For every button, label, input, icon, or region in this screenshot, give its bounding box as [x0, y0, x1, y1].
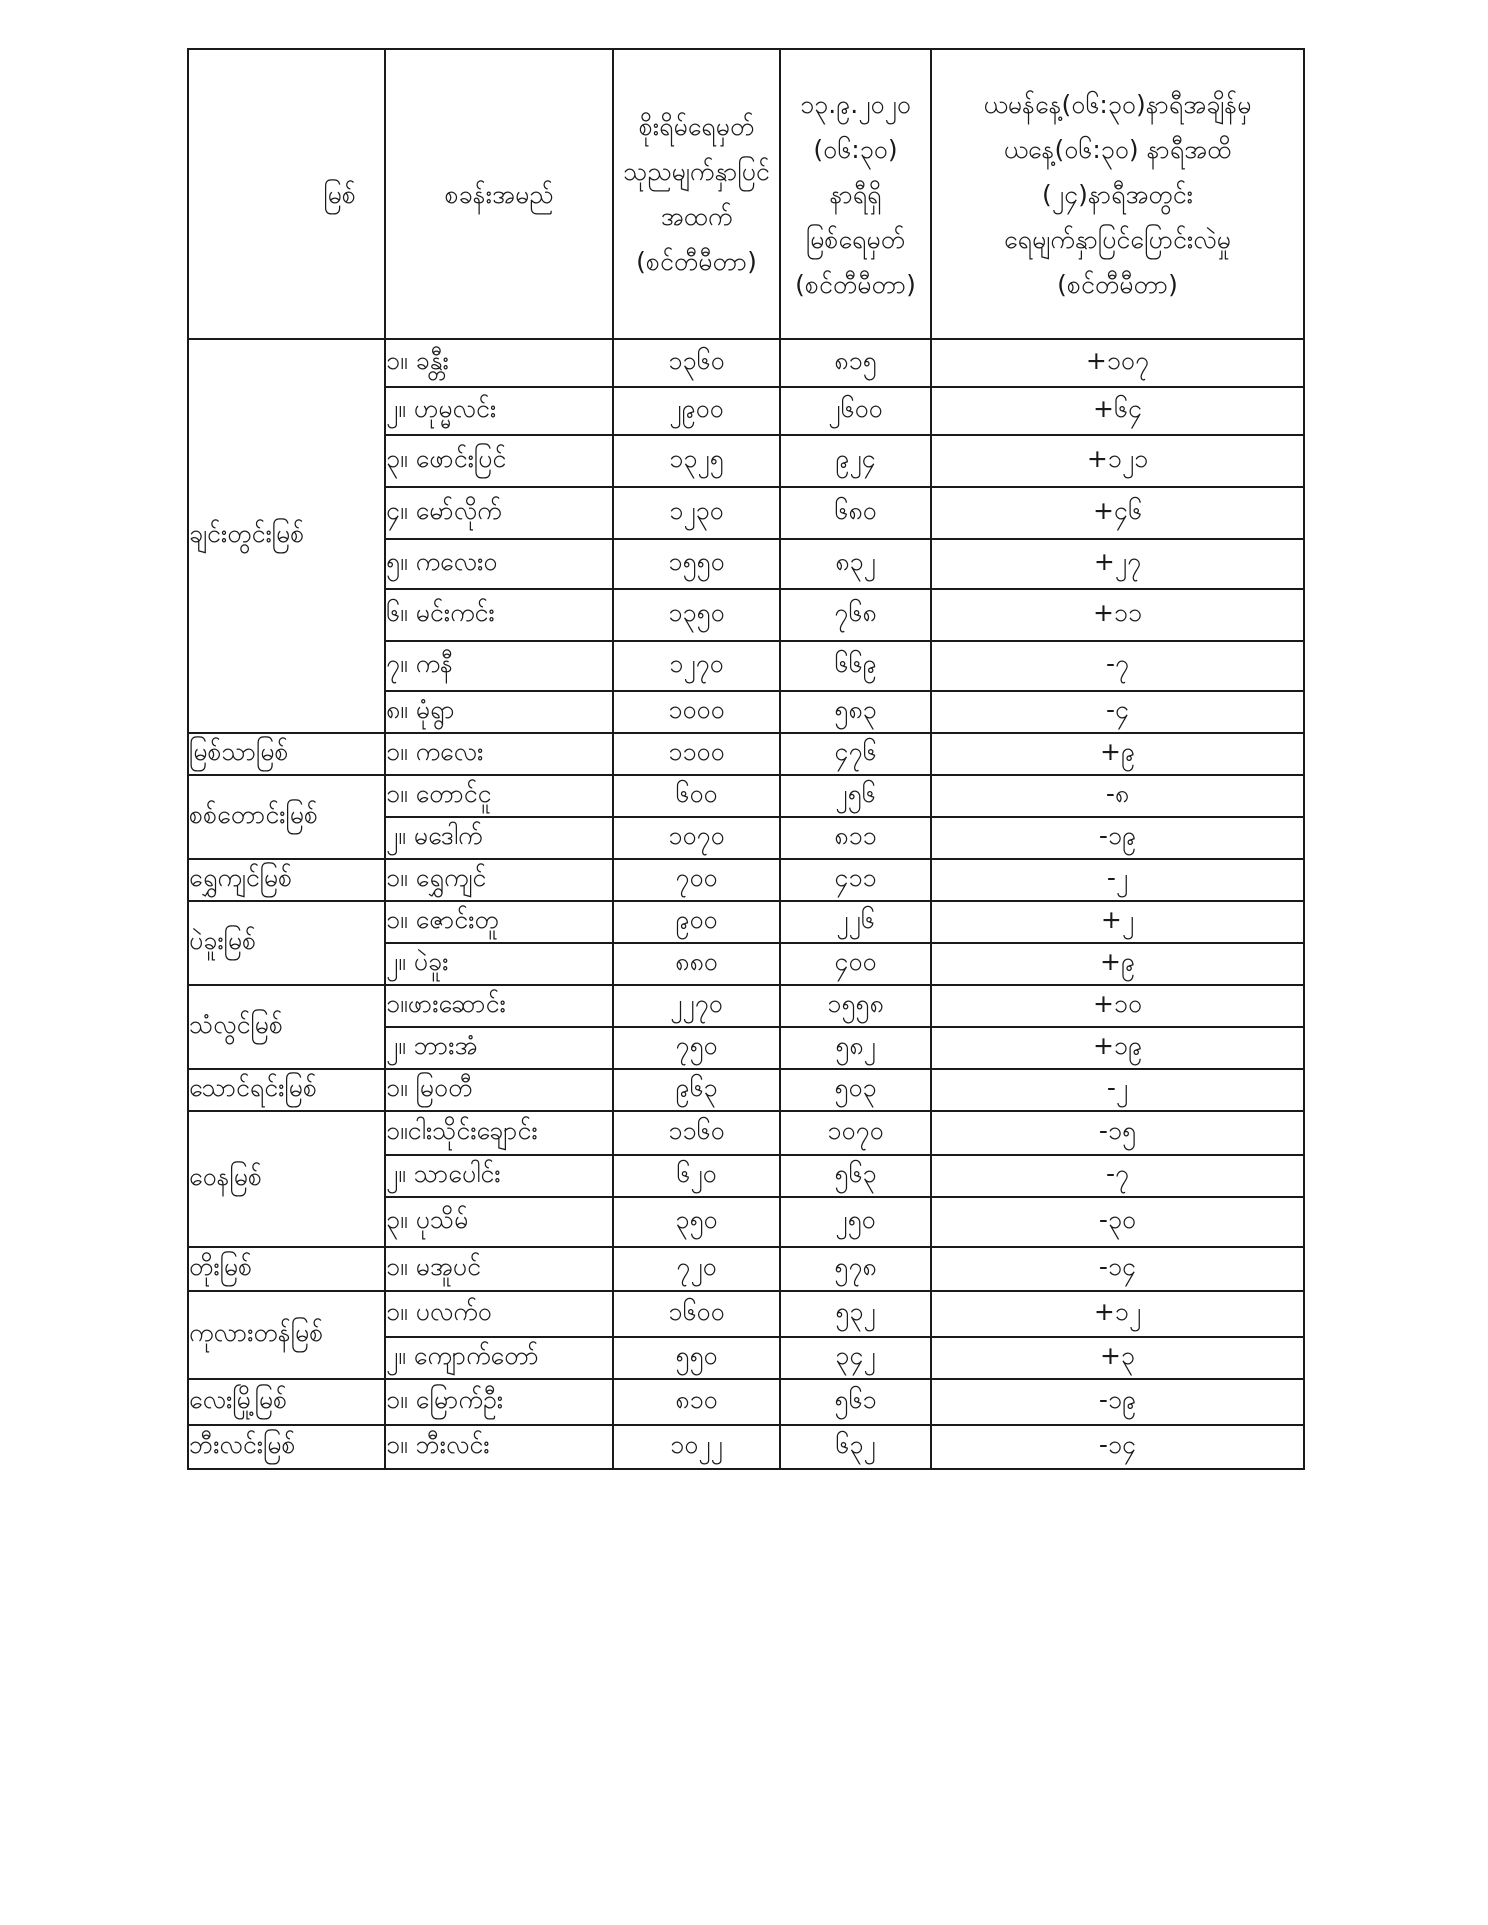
level-change-value: -၁၄: [931, 1247, 1304, 1291]
danger-level-value: ၁၃၅၀: [613, 589, 780, 641]
station-name: ၂။ ကျောက်တော်: [385, 1337, 613, 1379]
table-row: [188, 1247, 1304, 1291]
danger-level-value: ၈၈၀: [613, 943, 780, 985]
danger-level-value: ၁၀၂၂: [613, 1425, 780, 1469]
water-level-value: ၅၇၈: [780, 1247, 931, 1291]
level-change-value: +၃: [931, 1337, 1304, 1379]
danger-level-value: ၉၀၀: [613, 901, 780, 943]
station-name: ၁။ မြောက်ဦး: [385, 1379, 613, 1425]
station-name: ၁။ ရွှေကျင်: [385, 859, 613, 901]
danger-level-value: ၁၀၀၀: [613, 691, 780, 733]
water-level-value: ၂၅၀: [780, 1197, 931, 1247]
river-name: ဝေနမြစ်: [188, 1111, 385, 1247]
station-name: ၁။ ဇောင်းတူ: [385, 901, 613, 943]
station-name: ၂။ သာပေါင်း: [385, 1155, 613, 1197]
danger-level-value: ၂၉၀၀: [613, 387, 780, 435]
header-line: (စင်တီမီတာ): [1057, 269, 1178, 299]
danger-level-value: ၉၆၃: [613, 1069, 780, 1111]
water-level-value: ၉၂၄: [780, 435, 931, 487]
station-name: ၁။ မြဝတီ: [385, 1069, 613, 1111]
water-level-value: ၄၁၁: [780, 859, 931, 901]
water-level-value: ၈၃၂: [780, 539, 931, 589]
danger-level-value: ၁၃၆၀: [613, 339, 780, 387]
water-level-value: ၇၆၈: [780, 589, 931, 641]
header-row: [188, 49, 1304, 339]
danger-level-value: ၆၀၀: [613, 775, 780, 817]
header-line: (စင်တီမီတာ): [795, 269, 916, 299]
header-line: ယမန်နေ့(၀၆:၃၀)နာရီအချိန်မှ: [983, 89, 1252, 119]
danger-level-value: ၁၁၆၀: [613, 1111, 780, 1155]
table-row: [188, 733, 1304, 775]
water-level-value: ၅၀၃: [780, 1069, 931, 1111]
header-station: စခန်းအမည်: [385, 49, 613, 339]
water-level-value: ၁၀၇၀: [780, 1111, 931, 1155]
level-change-value: -၇: [931, 641, 1304, 691]
river-name: ကုလားတန်မြစ်: [188, 1291, 385, 1379]
river-name: စစ်တောင်းမြစ်: [188, 775, 385, 859]
level-change-value: +၆၄: [931, 387, 1304, 435]
table-row: [188, 985, 1304, 1027]
level-change-value: -၁၅: [931, 1111, 1304, 1155]
station-name: ၂။ ဘားအံ: [385, 1027, 613, 1069]
header-line: မြစ်ရေမှတ်: [805, 224, 906, 254]
station-name: ၂။ မဒေါက်: [385, 817, 613, 859]
water-level-value: ၄၀၀: [780, 943, 931, 985]
danger-level-value: ၁၂၇၀: [613, 641, 780, 691]
table-row: [188, 901, 1304, 943]
level-change-value: -၈: [931, 775, 1304, 817]
danger-level-value: ၁၀၇၀: [613, 817, 780, 859]
water-level-value: ၅၈၃: [780, 691, 931, 733]
header-observed-level: [780, 49, 931, 339]
water-level-value: ၂၅၆: [780, 775, 931, 817]
header-danger-level: [613, 49, 780, 339]
header-line: အထက်: [660, 202, 733, 231]
danger-level-value: ၃၅၀: [613, 1197, 780, 1247]
table-row: [188, 775, 1304, 817]
danger-level-value: ၁၆၀၀: [613, 1291, 780, 1337]
table-row: [188, 1379, 1304, 1425]
danger-level-value: ၇၅၀: [613, 1027, 780, 1069]
river-name: ပဲခူးမြစ်: [188, 901, 385, 985]
danger-level-value: ၇၂၀: [613, 1247, 780, 1291]
danger-level-value: ၇၀၀: [613, 859, 780, 901]
level-change-value: +၉: [931, 943, 1304, 985]
level-change-value: -၂: [931, 859, 1304, 901]
level-change-value: +၁၀: [931, 985, 1304, 1027]
header-line: (၀၆:၃၀): [813, 134, 898, 164]
water-level-value: ၄၇၆: [780, 733, 931, 775]
level-change-value: -၂: [931, 1069, 1304, 1111]
table-row: [188, 1111, 1304, 1155]
water-level-value: ၅၃၂: [780, 1291, 931, 1337]
station-name: ၁။ ခန္တီး: [385, 339, 613, 387]
water-level-value: ၂၂၆: [780, 901, 931, 943]
water-level-value: ၅၆၃: [780, 1155, 931, 1197]
water-level-value: ၈၁၁: [780, 817, 931, 859]
danger-level-value: ၆၂၀: [613, 1155, 780, 1197]
header-line: စိုးရိမ်ရေမှတ်: [638, 112, 755, 141]
river-level-table: [187, 48, 1305, 1470]
station-name: ၅။ ကလေးဝ: [385, 539, 613, 589]
danger-level-value: ၈၁၀: [613, 1379, 780, 1425]
level-change-value: -၇: [931, 1155, 1304, 1197]
water-level-value: ၃၄၂: [780, 1337, 931, 1379]
table-body: [188, 339, 1304, 1469]
table-row: [188, 1291, 1304, 1337]
station-name: ၂။ ပဲခူး: [385, 943, 613, 985]
station-name: ၁။ တောင်ငူ: [385, 775, 613, 817]
station-name: ၂။ ဟုမ္မလင်း: [385, 387, 613, 435]
header-river: မြစ်: [188, 49, 385, 339]
water-level-value: ၈၁၅: [780, 339, 931, 387]
danger-level-value: ၂၂၇၀: [613, 985, 780, 1027]
level-change-value: -၃၀: [931, 1197, 1304, 1247]
danger-level-value: ၁၃၂၅: [613, 435, 780, 487]
river-name: တိုးမြစ်: [188, 1247, 385, 1291]
level-change-value: +၁၂: [931, 1291, 1304, 1337]
level-change-value: -၄: [931, 691, 1304, 733]
station-name: ၁။ ပလက်ဝ: [385, 1291, 613, 1337]
water-level-value: ၁၅၅၈: [780, 985, 931, 1027]
level-change-value: -၁၉: [931, 1379, 1304, 1425]
table-row: [188, 339, 1304, 387]
level-change-value: +၉: [931, 733, 1304, 775]
station-name: ၁။ မအူပင်: [385, 1247, 613, 1291]
level-change-value: +၁၀၇: [931, 339, 1304, 387]
station-name: ၁။ ဘီးလင်း: [385, 1425, 613, 1469]
level-change-value: -၁၄: [931, 1425, 1304, 1469]
river-name: ဘီးလင်းမြစ်: [188, 1425, 385, 1469]
level-change-value: +၁၉: [931, 1027, 1304, 1069]
danger-level-value: ၁၁၀၀: [613, 733, 780, 775]
river-name: လေးမြို့မြစ်: [188, 1379, 385, 1425]
table-row: [188, 1069, 1304, 1111]
danger-level-value: ၁၅၅၀: [613, 539, 780, 589]
station-name: ၆။ မင်းကင်း: [385, 589, 613, 641]
level-change-value: -၁၉: [931, 817, 1304, 859]
water-level-value: ၆၈၀: [780, 487, 931, 539]
station-name: ၈။ မုံရွာ: [385, 691, 613, 733]
danger-level-value: ၁၂၃၀: [613, 487, 780, 539]
river-name: မြစ်သာမြစ်: [188, 733, 385, 775]
level-change-value: +၂၇: [931, 539, 1304, 589]
water-level-value: ၅၈၂: [780, 1027, 931, 1069]
level-change-value: +၂: [931, 901, 1304, 943]
river-name: သောင်ရင်းမြစ်: [188, 1069, 385, 1111]
station-name: ၃။ ပုသိမ်: [385, 1197, 613, 1247]
table-row: [188, 859, 1304, 901]
water-level-value: ၆၆၉: [780, 641, 931, 691]
header-line: (၂၄)နာရီအတွင်း: [1042, 179, 1193, 209]
header-line: နာရီရှိ: [829, 179, 882, 209]
header-line: သုညမျက်နှာပြင်: [623, 157, 770, 186]
header-line: (စင်တီမီတာ): [636, 247, 757, 276]
water-level-value: ၆၃၂: [780, 1425, 931, 1469]
water-level-value: ၂၆၀၀: [780, 387, 931, 435]
station-name: ၁။ဖားဆောင်း: [385, 985, 613, 1027]
level-change-value: +၁၂၁: [931, 435, 1304, 487]
danger-level-value: ၅၅၀: [613, 1337, 780, 1379]
station-name: ၇။ ကနီ: [385, 641, 613, 691]
header-line: ၁၃.၉.၂၀၂၀: [800, 89, 911, 119]
table-row: [188, 1425, 1304, 1469]
station-name: ၄။ မော်လိုက်: [385, 487, 613, 539]
station-name: ၁။ ကလေး: [385, 733, 613, 775]
river-name: သံလွင်မြစ်: [188, 985, 385, 1069]
level-change-value: +၁၁: [931, 589, 1304, 641]
header-change-24h: [931, 49, 1304, 339]
station-name: ၁။ငါးသိုင်းချောင်း: [385, 1111, 613, 1155]
river-name: ရွှေကျင်မြစ်: [188, 859, 385, 901]
level-change-value: +၄၆: [931, 487, 1304, 539]
station-name: ၃။ ဖောင်းပြင်: [385, 435, 613, 487]
river-name: ချင်းတွင်းမြစ်: [188, 339, 385, 733]
header-line: ရေမျက်နှာပြင်ပြောင်းလဲမှု: [1004, 224, 1231, 254]
water-level-value: ၅၆၁: [780, 1379, 931, 1425]
header-line: ယနေ့(၀၆:၃၀) နာရီအထိ: [1003, 134, 1232, 164]
